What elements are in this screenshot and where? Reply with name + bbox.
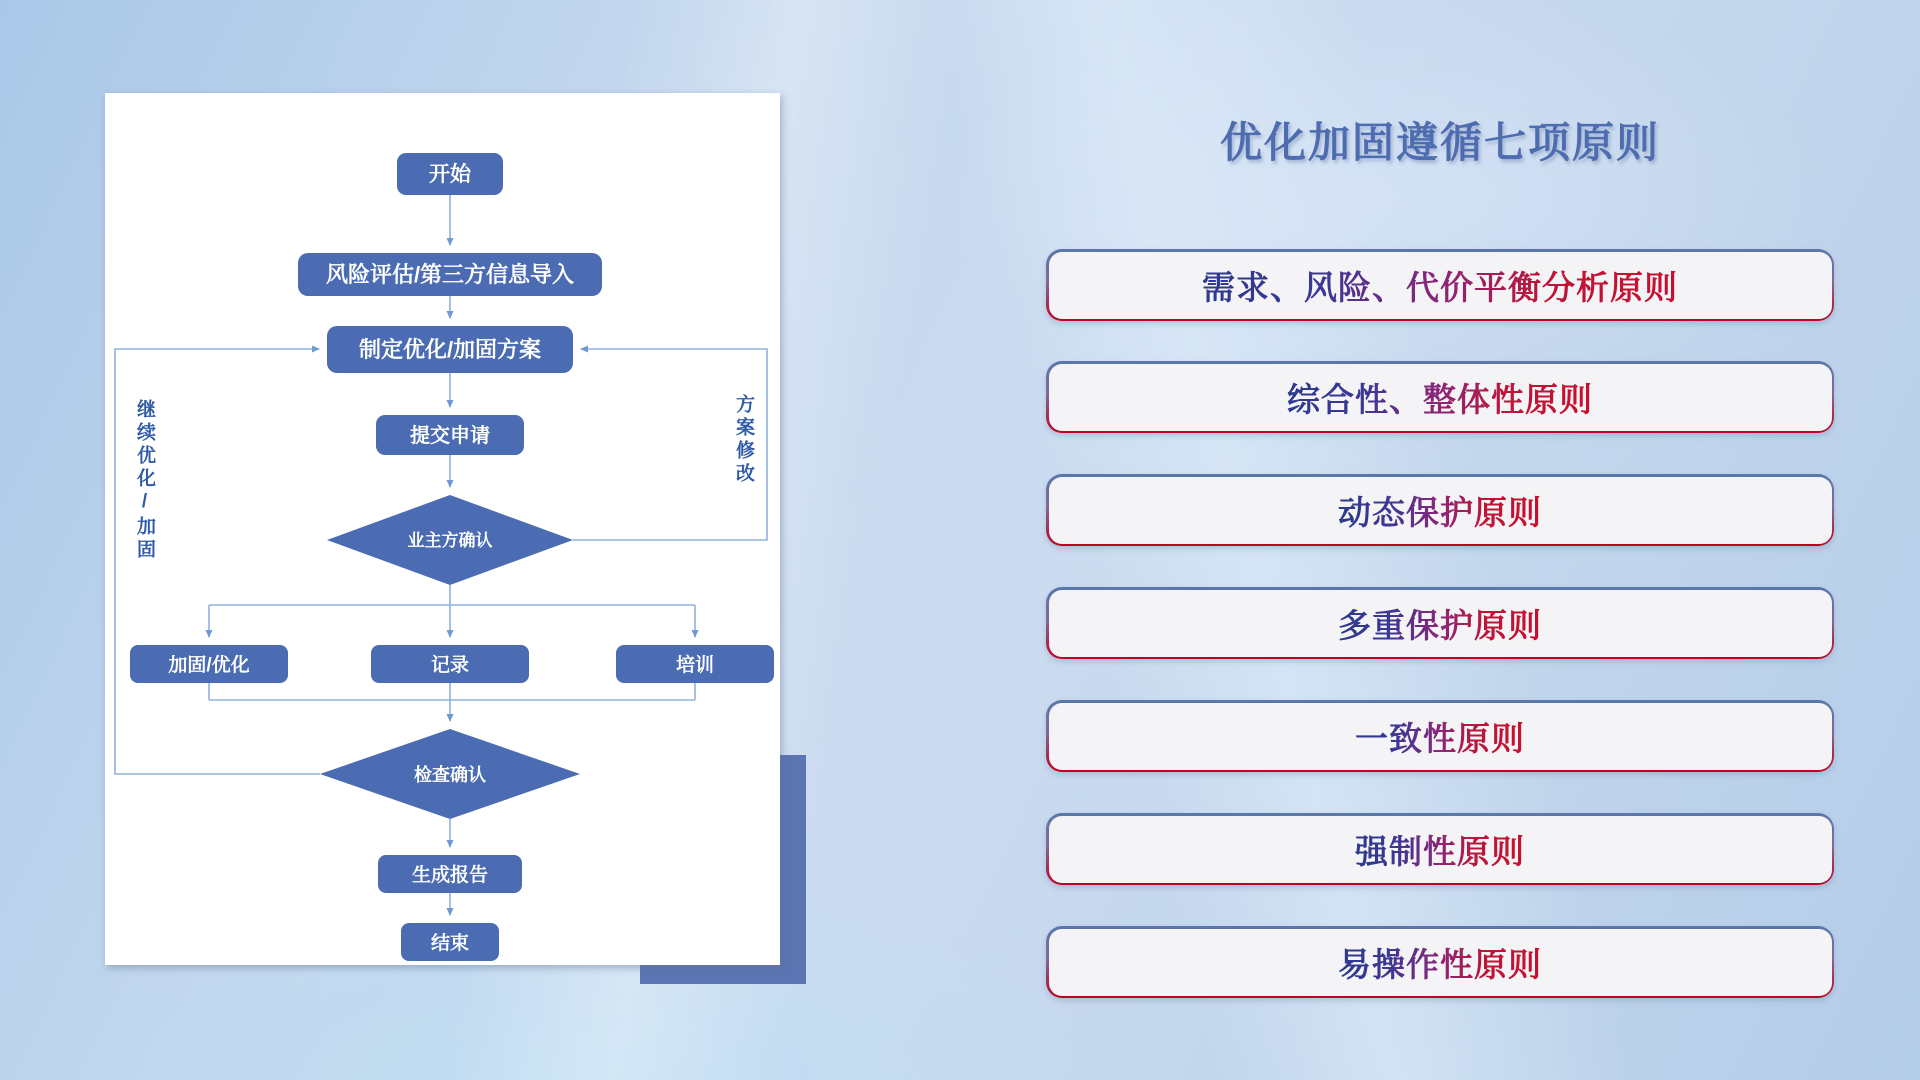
node-check-confirm-label: 检查确认 bbox=[414, 765, 486, 785]
node-reinforce-label: 加固/优化 bbox=[168, 655, 250, 676]
page-title: 优化加固遵循七项原则 bbox=[1219, 119, 1660, 166]
principle-label-3: 动态保护原则 bbox=[1338, 487, 1542, 534]
principle-box-7-inner bbox=[1049, 929, 1832, 996]
principle-label-6: 强制性原则 bbox=[1355, 826, 1525, 873]
principle-box-4 bbox=[1046, 587, 1834, 659]
flowchart-card bbox=[105, 93, 780, 965]
node-end-label: 结束 bbox=[430, 933, 470, 954]
principle-box-5-inner bbox=[1049, 703, 1832, 770]
flowchart bbox=[105, 93, 780, 965]
principle-label-4: 多重保护原则 bbox=[1338, 600, 1542, 647]
node-start-label: 开始 bbox=[429, 163, 471, 186]
principle-box-2 bbox=[1046, 361, 1834, 433]
principle-box-1 bbox=[1046, 249, 1834, 321]
principle-box-5 bbox=[1046, 700, 1834, 772]
loop-label-continue-optimize: 继续优化/加固 bbox=[134, 399, 155, 562]
principle-box-3-inner bbox=[1049, 477, 1832, 544]
node-record-label: 记录 bbox=[430, 655, 470, 676]
node-training-label: 培训 bbox=[675, 655, 715, 676]
principle-box-1-inner bbox=[1049, 252, 1832, 319]
node-risk-import-label: 风险评估/第三方信息导入 bbox=[325, 262, 575, 287]
node-make-plan-label: 制定优化/加固方案 bbox=[358, 337, 542, 362]
loop-label-plan-revision: 方案修改 bbox=[733, 394, 754, 486]
node-report-label: 生成报告 bbox=[411, 865, 489, 886]
principle-box-2-inner bbox=[1049, 364, 1832, 431]
principle-box-7 bbox=[1046, 926, 1834, 998]
principle-label-5: 一致性原则 bbox=[1355, 713, 1525, 760]
principle-box-6 bbox=[1046, 813, 1834, 885]
principle-box-4-inner bbox=[1049, 590, 1832, 657]
principle-box-3 bbox=[1046, 474, 1834, 546]
principle-label-7: 易操作性原则 bbox=[1338, 939, 1542, 986]
principle-label-1: 需求、风险、代价平衡分析原则 bbox=[1202, 262, 1678, 309]
principle-label-2: 综合性、整体性原则 bbox=[1287, 374, 1593, 421]
principle-box-6-inner bbox=[1049, 816, 1832, 883]
node-owner-confirm-label: 业主方确认 bbox=[407, 531, 493, 550]
node-submit-label: 提交申请 bbox=[410, 425, 490, 447]
